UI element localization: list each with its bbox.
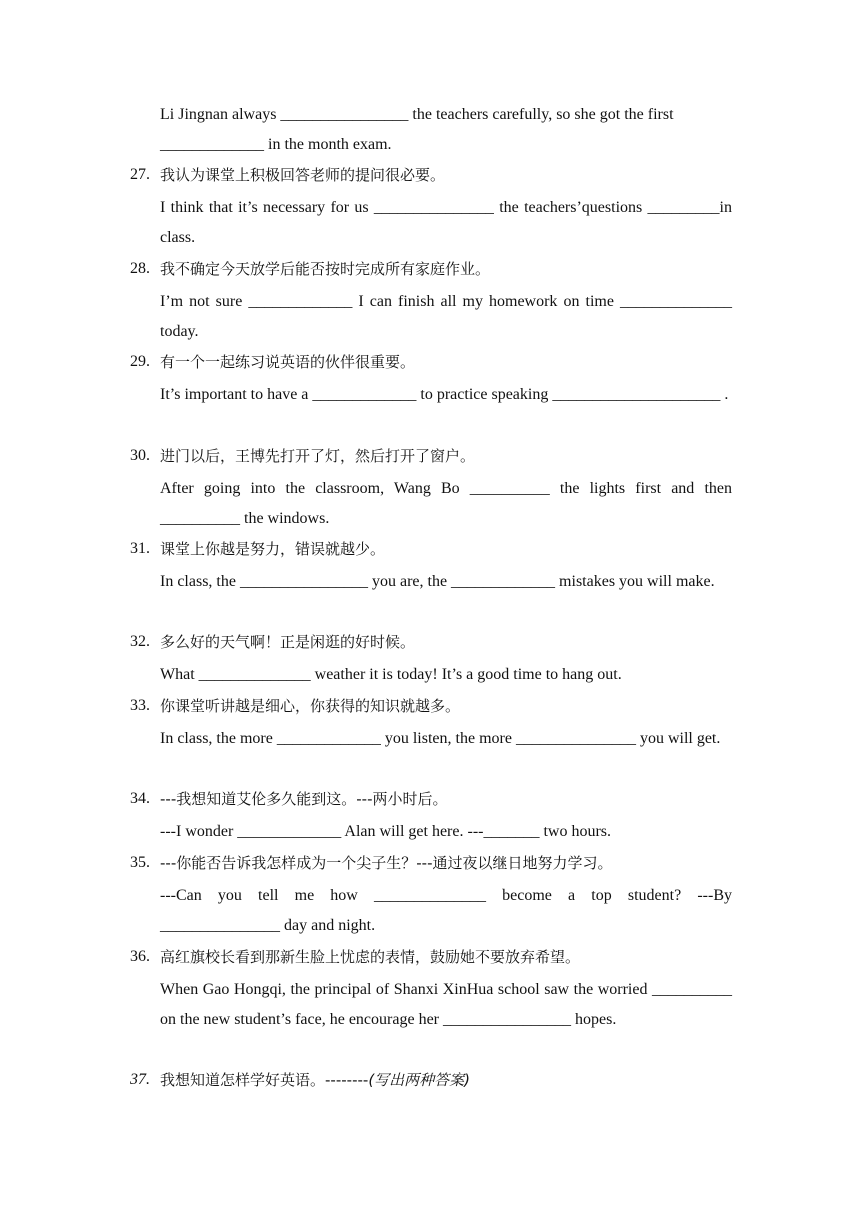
- item-number: 33.: [130, 697, 150, 714]
- item-26-english: Li Jingnan always ________________ the teachers carefully, so she got the first _____________ in the month exam.: [160, 106, 674, 153]
- english-sentence: After going into the classroom, Wang Bo __________ the lights first and then __________ the windows.: [160, 480, 732, 527]
- chinese-prompt: ---你能否告诉我怎样成为一个尖子生？---通过夜以继日地努力学习。: [160, 854, 613, 872]
- chinese-prompt: [160, 1068, 470, 1092]
- chinese-prompt: 有一个一起练习说英语的伙伴很重要。: [160, 353, 416, 371]
- english-sentence: ---Can you tell me how ______________ become a top student? ---By _______________ day and night.: [160, 887, 732, 934]
- english-sentence: ---I wonder _____________ Alan will get here. ---_______ two hours.: [160, 823, 612, 840]
- item-number: 34.: [130, 790, 150, 807]
- english-sentence: What ______________ weather it is today! It’s a good time to hang out.: [160, 666, 622, 683]
- english-sentence: It’s important to have a _____________ to practice speaking _____________________ .: [160, 386, 729, 403]
- item-number: 31.: [130, 540, 150, 557]
- item-number: 32.: [130, 633, 150, 650]
- english-sentence: In class, the ________________ you are, the _____________ mistakes you will make.: [160, 573, 715, 590]
- english-sentence: When Gao Hongqi, the principal of Shanxi XinHua school saw the worried __________ on the new student’s face, he encourage her ________________ hopes.: [160, 981, 732, 1028]
- item-number: 28.: [130, 260, 150, 277]
- english-sentence: I think that it’s necessary for us _______________ the teachers’questions _________in class.: [160, 199, 732, 246]
- chinese-prompt: 我认为课堂上积极回答老师的提问很必要。: [160, 166, 446, 184]
- chinese-prompt-text: 我想知道怎样学好英语。--------: [160, 1071, 369, 1089]
- answer-note: (写出两种答案): [368, 1071, 471, 1089]
- chinese-prompt: 我不确定今天放学后能否按时完成所有家庭作业。: [160, 260, 491, 278]
- item-number: 27.: [130, 166, 150, 183]
- chinese-prompt: 高红旗校长看到那新生脸上忧虑的表情，鼓励她不要放弃希望。: [160, 948, 581, 966]
- item-number: 36.: [130, 948, 150, 965]
- english-sentence: I’m not sure _____________ I can finish all my homework on time ______________ today.: [160, 293, 732, 340]
- item-number: 29.: [130, 353, 150, 370]
- chinese-prompt: 你课堂听讲越是细心，你获得的知识就越多。: [160, 697, 461, 715]
- item-number: 30.: [130, 447, 150, 464]
- item-number: 35.: [130, 854, 150, 871]
- chinese-prompt: 课堂上你越是努力，错误就越少。: [160, 540, 386, 558]
- chinese-prompt: ---我想知道艾伦多久能到这。---两小时后。: [160, 790, 448, 808]
- item-number: 37.: [130, 1071, 150, 1088]
- chinese-prompt: 进门以后，王博先打开了灯，然后打开了窗户。: [160, 447, 476, 465]
- chinese-prompt: 多么好的天气啊！正是闲逛的好时候。: [160, 633, 416, 651]
- english-sentence: In class, the more _____________ you listen, the more _______________ you will get.: [160, 730, 721, 747]
